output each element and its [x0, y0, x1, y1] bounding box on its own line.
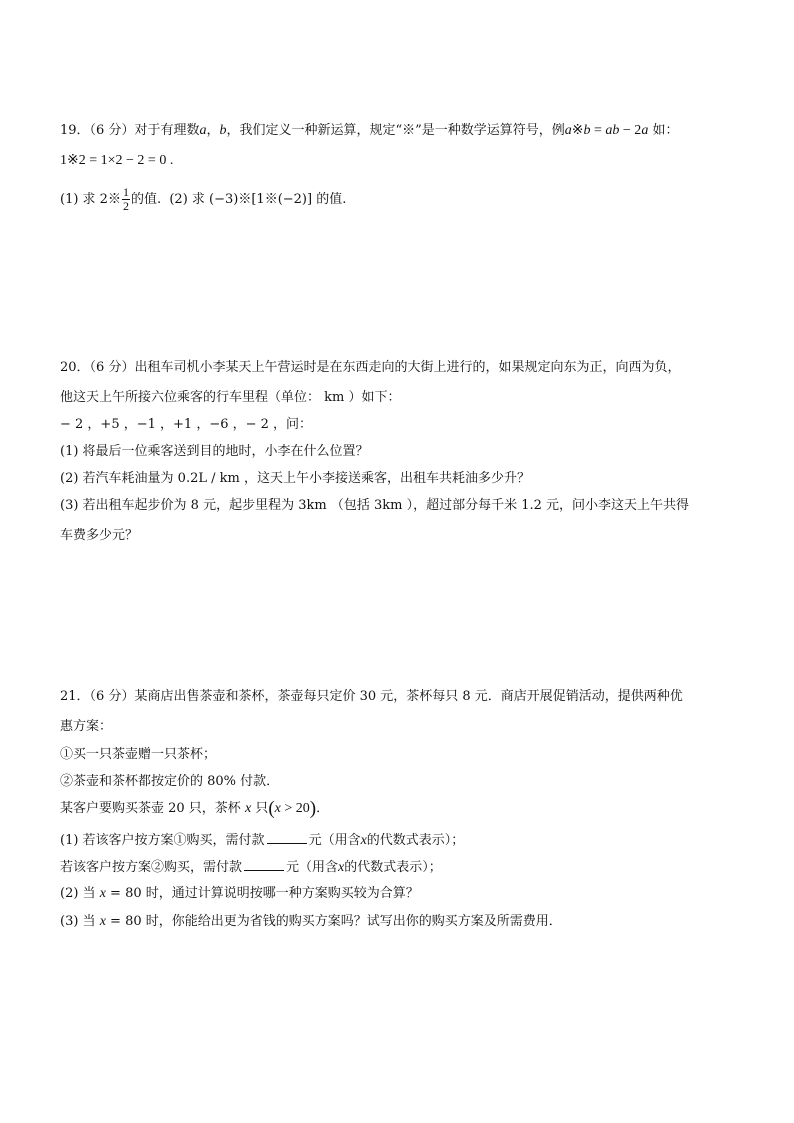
q19-def-a: a [564, 123, 572, 138]
q21-purchase-end: ． [316, 801, 330, 816]
q21-part2 [60, 885, 419, 903]
q21-purchase-unit: 只 [251, 801, 269, 816]
q19-def-minus: − 2 [619, 123, 642, 138]
q21-cond-var: x [274, 801, 281, 816]
left-paren: ( [268, 798, 275, 819]
q19-def-b: b [583, 123, 591, 138]
q21-part1b-unit: 元（用含 [286, 860, 339, 875]
q19-example-label: 如： [648, 123, 679, 138]
q20-line1: 20．（6 分）出租车司机小李某天上午营运时是在东西走向的大街上进行的，如果规定向东为正，向西为负， [60, 360, 681, 375]
q21-part1a-end: 的代数式表示）； [366, 833, 465, 848]
q21-part1a-var: x [360, 833, 367, 848]
q21-part3-var: x [99, 914, 106, 929]
q20-part1: (1) 将最后一位乘客送到目的地时，小李在什么位置？ [60, 444, 369, 459]
q21-option1: ①买一只茶壶赠一只茶杯； [60, 747, 217, 762]
q19-part1-a: (1) 求 2※ [60, 192, 121, 207]
q19-def-op: ※ [571, 123, 584, 138]
q21-condition: > 20 [280, 801, 310, 816]
q19-line2 [60, 152, 173, 170]
q21-part1a-unit: 元（用含 [308, 833, 361, 848]
q21-part3-text: (3) 当 [60, 914, 100, 929]
right-paren: ) [309, 798, 317, 819]
q21-part3 [60, 913, 562, 931]
answer-blank[interactable] [244, 858, 284, 871]
q21-part1b-var: x [338, 860, 345, 875]
q20-part3-line1: (3) 若出租车起步价为 8 元，起步里程为 3km （包括 3km ），超过部分每千米 1.2 元，问小李这天上午共得 [60, 498, 690, 513]
q19-def-ab: ab [605, 123, 620, 138]
q19-def-eq: = [590, 123, 606, 138]
q21-part2-var: x [99, 886, 106, 901]
q21-purchase-text: 某客户要购买茶壶 20 只，茶杯 [60, 801, 245, 816]
q20-mileage: − 2 ，+5 ，−1 ，+1 ，−6 ，− 2 ，问： [60, 417, 313, 432]
q21-part2-text: (2) 当 [60, 886, 100, 901]
q19-line1 [60, 122, 678, 140]
q19-sep: ， [206, 123, 220, 138]
q20-line2: 他这天上午所接六位乘客的行车里程（单位： km ）如下： [60, 390, 401, 405]
q21-part1b-text: 若该客户按方案②购买，需付款 [60, 860, 243, 875]
q19-var-b: b [219, 123, 227, 138]
q19-part1-b: 的值. [130, 192, 162, 207]
q21-part2-rest: = 80 时，通过计算说明按哪一种方案购买较为合算？ [105, 886, 419, 901]
q19-part2: (2) 求 (−3)※[1※(−2)] 的值. [169, 192, 347, 207]
q20-part3-line2: 车费多少元？ [60, 528, 139, 543]
q19-parts [60, 186, 346, 213]
q19-var-a: a [199, 123, 207, 138]
q21-part1a-text: (1) 若该客户按方案①购买，需付款 [60, 833, 265, 848]
q19-def-a2: a [641, 123, 649, 138]
q21-purchase [60, 800, 329, 818]
q21-line1: 21．（6 分）某商店出售茶壶和茶杯，茶壶每只定价 30 元，茶杯每只 8 元．商店开展促销活动，提供两种优 [60, 689, 683, 704]
q21-part1b [60, 858, 442, 877]
q21-part1b-end: 的代数式表示）； [344, 860, 442, 875]
q19-example: 1※2 = 1×2 − 2 = 0 . [60, 153, 174, 168]
q21-part1a [60, 831, 464, 850]
q20-part2: (2) 若汽车耗油量为 0.2L / km ，这天上午小李接送乘客，出租车共耗油多少升？ [60, 471, 530, 486]
q21-option2: ②茶壶和茶杯都按定价的 80% 付款． [60, 774, 280, 789]
q19-def-text: ，我们定义一种新运算，规定“※”是一种数学运算符号，例 [226, 123, 565, 138]
fraction-numerator: 1 [122, 185, 129, 199]
q21-line2: 惠方案： [60, 719, 113, 734]
q21-var-x: x [244, 801, 252, 816]
q21-part3-rest: = 80 时，你能给出更为省钱的购买方案吗？试写出你的购买方案及所需费用． [105, 914, 562, 929]
q19-intro: 19．（6 分）对于有理数 [60, 123, 200, 138]
q19-fraction [122, 186, 130, 213]
fraction-denominator: 2 [122, 199, 129, 213]
answer-blank[interactable] [267, 831, 307, 844]
